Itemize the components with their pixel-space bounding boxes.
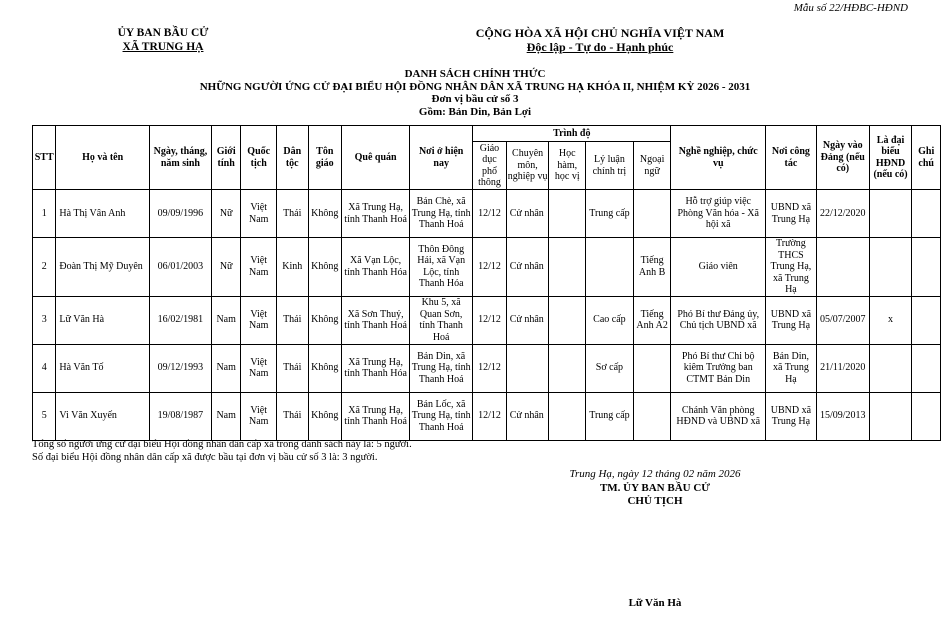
cell-is-delegate [869,190,912,238]
header-nationality: Quốc tịch [241,126,277,190]
cell-party-date: 22/12/2020 [816,190,869,238]
header-gender: Giới tính [211,126,240,190]
document-title [0,68,950,118]
cell-professional: Cử nhân [506,392,549,440]
cell-workplace: UBND xã Trung Hạ [766,296,817,344]
cell-academic [549,190,586,238]
cell-professional: Cử nhân [506,190,549,238]
cell-ethnicity: Thái [276,190,308,238]
cell-language [633,392,671,440]
table-row [33,344,941,392]
cell-general-edu: 12/12 [473,344,507,392]
cell-nationality: Việt Nam [241,296,277,344]
cell-workplace: Trường THCS Trung Hạ, xã Trung Hạ [766,238,817,297]
cell-dob: 16/02/1981 [149,296,211,344]
cell-occupation: Giáo viên [671,238,766,297]
signer-name: Lữ Văn Hà [628,597,682,609]
cell-party-date: 21/11/2020 [816,344,869,392]
title-line3: Đơn vị bầu cử số 3 [431,93,519,105]
cell-dob: 19/08/1987 [149,392,211,440]
cell-academic [549,296,586,344]
cell-stt: 1 [33,190,56,238]
cell-gender: Nữ [211,190,240,238]
candidate-table [32,125,941,441]
table-row [33,296,941,344]
header-hometown: Quê quán [342,126,410,190]
signature-block [540,468,770,509]
cell-hometown: Xã Vạn Lộc, tỉnh Thanh Hóa [342,238,410,297]
cell-is-delegate: x [869,296,912,344]
cell-nationality: Việt Nam [241,190,277,238]
note-total-candidates: Tổng số người ứng cử đại biểu Hội đồng nhân dân cấp xã trong danh sách này là: 5 người. [32,439,412,450]
cell-note [912,296,941,344]
cell-religion: Không [308,392,342,440]
cell-religion: Không [308,238,342,297]
cell-residence: Khu 5, xã Quan Sơn, tỉnh Thanh Hoá [410,296,473,344]
header-professional: Chuyên môn, nghiệp vụ [506,142,549,190]
header-name: Họ và tên [56,126,150,190]
header-academic: Học hàm, học vị [549,142,586,190]
table-row [33,238,941,297]
cell-name: Hà Thị Vân Anh [56,190,150,238]
title-line4: Gồm: Bản Din, Bản Lợi [418,105,532,118]
cell-is-delegate [869,392,912,440]
cell-workplace: UBND xã Trung Hạ [766,190,817,238]
cell-workplace: UBND xã Trung Hạ [766,392,817,440]
cell-occupation: Chánh Văn phòng HĐND và UBND xã [671,392,766,440]
header-religion: Tôn giáo [308,126,342,190]
cell-name: Hà Văn Tố [56,344,150,392]
cell-language [633,190,671,238]
national-motto: Độc lập - Tự do - Hạnh phúc [526,40,674,54]
cell-dob: 09/09/1996 [149,190,211,238]
header-residence: Nơi ở hiện nay [410,126,473,190]
cell-name: Đoàn Thị Mỹ Duyên [56,238,150,297]
cell-political: Sơ cấp [586,344,634,392]
header-language: Ngoại ngữ [633,142,671,190]
cell-academic [549,238,586,297]
cell-note [912,190,941,238]
cell-language: Tiếng Anh A2 [633,296,671,344]
cell-hometown: Xã Trung Hạ, tỉnh Thanh Hoá [342,190,410,238]
title-line1: DANH SÁCH CHÍNH THỨC [404,68,546,80]
cell-occupation: Phó Bí thư Đảng ủy, Chủ tịch UBND xã [671,296,766,344]
cell-academic [549,392,586,440]
cell-note [912,344,941,392]
header-education-group: Trình độ [473,126,671,142]
issuing-authority [98,26,228,54]
cell-language: Tiếng Anh B [633,238,671,297]
authority-line2: XÃ TRUNG HẠ [122,41,204,53]
cell-gender: Nam [211,296,240,344]
national-header [440,26,760,54]
cell-occupation: Hỗ trợ giúp việc Phòng Văn hóa - Xã hội xã [671,190,766,238]
cell-ethnicity: Thái [276,296,308,344]
cell-is-delegate [869,344,912,392]
cell-nationality: Việt Nam [241,344,277,392]
header-occupation: Nghề nghiệp, chức vụ [671,126,766,190]
cell-language [633,344,671,392]
cell-political: Cao cấp [586,296,634,344]
cell-political [586,238,634,297]
note-seats: Số đại biểu Hội đồng nhân dân cấp xã được bầu tại đơn vị bầu cử số 3 là: 3 người. [32,452,378,463]
cell-party-date [816,238,869,297]
cell-political: Trung cấp [586,392,634,440]
cell-ethnicity: Thái [276,392,308,440]
table-row [33,392,941,440]
header-party-date: Ngày vào Đảng (nếu có) [816,126,869,190]
header-is-delegate: Là đại biểu HĐND (nếu có) [869,126,912,190]
cell-hometown: Xã Sơn Thuỷ, tỉnh Thanh Hoá [342,296,410,344]
cell-stt: 3 [33,296,56,344]
header-ethnicity: Dân tộc [276,126,308,190]
cell-political: Trung cấp [586,190,634,238]
cell-residence: Bản Lốc, xã Trung Hạ, tỉnh Thanh Hoá [410,392,473,440]
cell-professional: Cử nhân [506,296,549,344]
cell-dob: 09/12/1993 [149,344,211,392]
form-number: Mẫu số 22/HĐBC-HĐND [793,2,908,14]
cell-residence: Bản Din, xã Trung Hạ, tỉnh Thanh Hoá [410,344,473,392]
cell-name: Lữ Văn Hà [56,296,150,344]
header-political: Lý luận chính trị [586,142,634,190]
table-row [33,190,941,238]
cell-residence: Thôn Đông Hải, xã Vạn Lộc, tỉnh Thanh Hóa [410,238,473,297]
header-workplace: Nơi công tác [766,126,817,190]
header-note: Ghi chú [912,126,941,190]
place-date: Trung Hạ, ngày 12 tháng 02 năm 2026 [569,468,741,480]
cell-professional: Cử nhân [506,238,549,297]
cell-religion: Không [308,344,342,392]
cell-religion: Không [308,296,342,344]
cell-gender: Nam [211,344,240,392]
cell-party-date: 15/09/2013 [816,392,869,440]
cell-professional [506,344,549,392]
cell-general-edu: 12/12 [473,392,507,440]
cell-general-edu: 12/12 [473,238,507,297]
cell-note [912,238,941,297]
header-dob: Ngày, tháng, năm sinh [149,126,211,190]
cell-general-edu: 12/12 [473,190,507,238]
cell-religion: Không [308,190,342,238]
cell-residence: Bản Chè, xã Trung Hạ, tỉnh Thanh Hoá [410,190,473,238]
summary-notes [32,438,412,464]
header-general-edu: Giáo dục phổ thông [473,142,507,190]
cell-stt: 2 [33,238,56,297]
cell-name: Vi Văn Xuyến [56,392,150,440]
cell-note [912,392,941,440]
cell-workplace: Bản Din, xã Trung Hạ [766,344,817,392]
title-line2: NHỮNG NGƯỜI ỨNG CỬ ĐẠI BIỂU HỘI ĐỒNG NHÂN DÂN XÃ TRUNG HẠ KHÓA II, NHIỆM KỲ 2026 - 2031 [199,80,751,93]
cell-gender: Nam [211,392,240,440]
cell-nationality: Việt Nam [241,392,277,440]
cell-occupation: Phó Bí thư Chi bộ kiêm Trưởng ban CTMT Bản Din [671,344,766,392]
header-stt: STT [33,126,56,190]
cell-general-edu: 12/12 [473,296,507,344]
cell-academic [549,344,586,392]
cell-ethnicity: Thái [276,344,308,392]
national-name: CỘNG HÒA XÃ HỘI CHỦ NGHĨA VIỆT NAM [475,26,725,40]
cell-stt: 4 [33,344,56,392]
cell-stt: 5 [33,392,56,440]
cell-dob: 06/01/2003 [149,238,211,297]
signing-org: TM. ỦY BAN BẦU CỬ [599,481,711,494]
cell-hometown: Xã Trung Hạ, tỉnh Thanh Hoá [342,392,410,440]
cell-nationality: Việt Nam [241,238,277,297]
cell-hometown: Xã Trung Hạ, tỉnh Thanh Hóa [342,344,410,392]
cell-is-delegate [869,238,912,297]
cell-gender: Nữ [211,238,240,297]
cell-ethnicity: Kinh [276,238,308,297]
cell-party-date: 05/07/2007 [816,296,869,344]
signing-role: CHỦ TỊCH [627,495,683,507]
authority-line1: ỦY BAN BẦU CỬ [117,27,209,39]
